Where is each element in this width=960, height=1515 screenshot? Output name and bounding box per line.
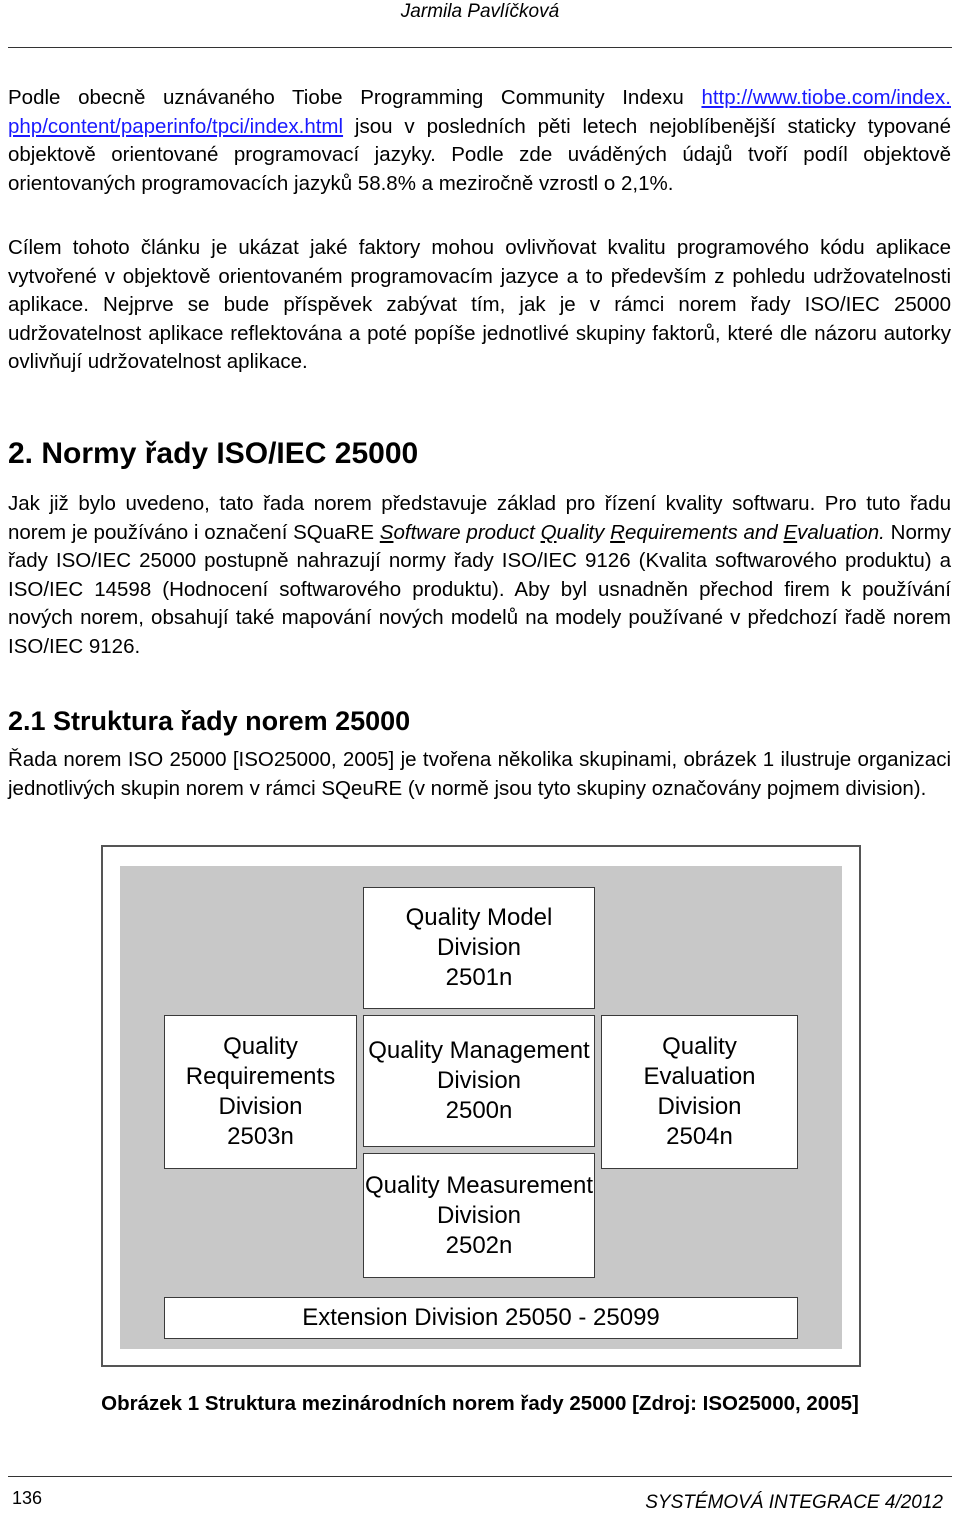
header-rule bbox=[8, 47, 952, 48]
quality-requirements-division-box: Quality Requirements Division 2503n bbox=[164, 1015, 357, 1169]
section-2-paragraph: Jak již bylo uvedeno, tato řada norem představuje základ pro řízení kvality softwaru. Pro tuto řadu norem je používáno i označení SQuaRE Software product Quality Requirements and Evaluation. Normy řady ISO/IEC 25000 postupně nahrazují normy řady ISO/IEC 9126 (Kvalita softwarového produktu) a ISO/IEC 14598 (Hodnocení softwarového produktu). Aby byl usnadněn přechod firem k používání nových norem, obsahují také mapování nových modelů na modely používané v předchozí řadě norem ISO/IEC 9126. bbox=[8, 492, 951, 658]
section-2-1-paragraph: Řada norem ISO 25000 [ISO25000, 2005] je tvořena několika skupinami, obrázek 1 ilustruje organizaci jednotlivých skupin norem v rámci SQeuRE (v normě jsou tyto skupiny označovány pojmem division). bbox=[8, 748, 951, 800]
figure-background bbox=[120, 866, 842, 1349]
extension-division-box: Extension Division 25050 - 25099 bbox=[164, 1297, 798, 1339]
section-2-heading: 2. Normy řady ISO/IEC 25000 bbox=[8, 437, 419, 470]
running-header: Jarmila Pavlíčková bbox=[400, 1, 560, 22]
figure-iso25000-structure bbox=[101, 845, 861, 1367]
quality-measurement-division-box: Quality Measurement Division 2502n bbox=[363, 1153, 595, 1278]
quality-model-division-box: Quality Model Division 2501n bbox=[363, 887, 595, 1009]
quality-evaluation-division-box: Quality Evaluation Division 2504n bbox=[601, 1015, 798, 1169]
tiobe-link[interactable]: http://www.tiobe.com/index. php/content/paperinfo/tpci/index.html bbox=[8, 86, 951, 138]
quality-management-division-box: Quality Management Division 2500n bbox=[363, 1015, 595, 1147]
section-2-1-heading: 2.1 Struktura řady norem 25000 bbox=[8, 706, 411, 736]
page-number: 136 bbox=[12, 1488, 43, 1508]
figure-caption: Obrázek 1 Struktura mezinárodních norem řady 25000 [Zdroj: ISO25000, 2005] bbox=[101, 1392, 859, 1415]
journal-name: SYSTÉMOVÁ INTEGRACE 4/2012 bbox=[645, 1492, 943, 1513]
intro-paragraph-2: Cílem tohoto článku je ukázat jaké faktory mohou ovlivňovat kvalitu programového kódu aplikace vytvořené v objektově orientovaném programovacím jazyce a to především z pohledu udržovatelnosti aplikace. Nejprve se bude příspěvek zabývat tím, jak je v rámci norem řady ISO/IEC 25000 udržovatelnost aplikace reflektována a poté popíše jednotlivé skupiny faktorů, které dle názoru autorky ovlivňují udržovatelnost aplikace. bbox=[8, 236, 951, 373]
footer-rule bbox=[8, 1476, 952, 1477]
intro-paragraph-1: Podle obecně uznávaného Tiobe Programming Community Indexu http://www.tiobe.com/index. php/content/paperinfo/tpci/index.html jsou v posledních pěti letech nejoblíbenější staticky typované objektově orientované programovací jazyky. Podle zde uváděných údajů tvoří podíl objektově orientovaných programovacích jazyků 58.8% a meziročně vzrostl o 2,1%. bbox=[8, 86, 951, 195]
